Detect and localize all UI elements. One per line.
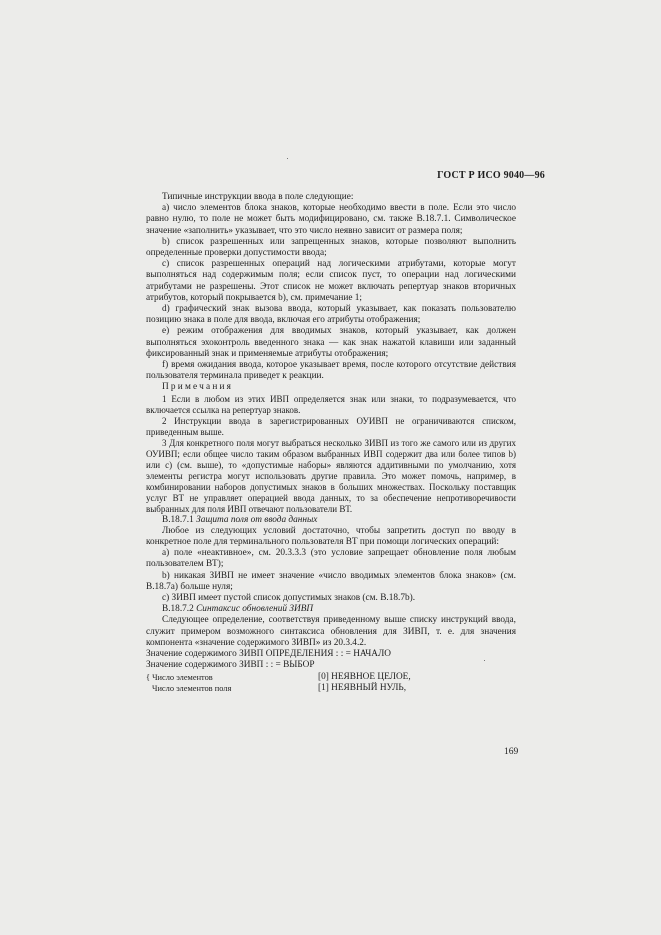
syntax-block [146,649,516,694]
section-heading [146,515,516,526]
section-title: Защита поля от ввода данных [196,514,318,525]
paragraph: с) ЗИВП имеет пустой список допустимых знаков (см. В.18.7b). [162,593,416,604]
syntax-row [146,672,516,683]
paragraph: Любое из следующих условий достаточно, чтобы запретить доступ по вводу в конкретное поле для терминального пользователя ВТ при помощи логических операций: [146,525,516,548]
paragraph: а) поле «неактивное», см. 20.3.3.3 (это условие запрещает обновление поля любым пользователем ВТ); [146,548,516,570]
syntax-field: Число элементов поля [152,683,232,693]
notes-heading: Примечания [162,382,234,393]
syntax-field: { Число элементов [146,672,213,682]
paragraph: Типичные инструкции ввода в поле следующие: [162,192,354,202]
scan-speck [287,158,288,159]
syntax-type: [0] НЕЯВНОЕ ЦЕЛОЕ, [318,671,411,682]
document-header: ГОСТ Р ИСО 9040—96 [437,170,545,181]
paragraph: d) графический знак вызова ввода, который указывает, как показать пользователю позицию знака в поле для ввода, включая его атрибуты отображения; [146,304,516,326]
syntax-row [146,683,516,694]
syntax-type: [1] НЕЯВНЫЙ НУЛЬ, [318,682,407,693]
paragraph: е) режим отображения для вводимых знаков, который указывает, как должен выполняться эхоконтроль введенного знака — как знак нажатой клавиши или заданный фиксированный знак и применяемые атрибуты отображения; [146,326,516,359]
page-number: 169 [504,747,519,757]
paragraph: b) список разрешенных или запрещенных знаков, которые позволяют выполнить определенные проверки допустимости ввода; [146,236,516,259]
section-title: Синтаксис обновлений ЗИВП [196,604,314,615]
paragraph: с) список разрешенных операций над логическими атрибутами, которые могут выполняться над содержимым поля; если список пуст, то операции над логическими атрибутами не разрешены. Этот список не может включать репертуар знаков вторичных атрибутов, который покрывается b), см. примечание 1; [146,259,516,303]
note: 1 Если в любом из этих ИВП определяется знак или знаки, то подразумевается, что включается ссылка на репертуар знаков. [146,393,516,415]
paragraph: Следующее определение, соответствуя приведенному выше списку инструкций ввода, служит примером возможного синтаксиса обновления для ЗИВП, т. е. для значения компонента «значение содержимого ЗИВП» из 20.3.4.2. [146,615,516,648]
section-number: В.18.7.1 [162,514,194,525]
note: 2 Инструкции ввода в зарегистрированных ОУИВП не ограничиваются списком, приведенным выше. [146,415,516,437]
note: 3 Для конкретного поля могут выбраться несколько ЗИВП из того же самого или из других ОУИВП; если общее число таким образом выбранных ИВП содержит два или более типов b) или с) (см. выше), то «допустимые наборы» являются аддитивными по умолчанию, хотя элементы регистра могут использовать другие правила. Это может помочь, например, в комбинировании наборов допустимых знаков в больших множествах. Поскольку поставщик услуг ВТ не управляет операцией ввода данных, то за обеспечение непротиворечивости выбранных для поля ИВП отвечают пользователи ВТ. [146,437,516,514]
syntax-line: Значение содержимого ЗИВП ОПРЕДЕЛЕНИЯ : : = НАЧАЛО [146,649,391,660]
section-heading [146,604,516,615]
document-body [146,192,516,694]
paragraph: f) время ожидания ввода, которое указывает время, после которого отсутствие действия пользователя терминала приведет к реакции. [146,360,516,382]
paragraph: b) никакая ЗИВП не имеет значение «число вводимых элементов блока знаков» (см. В.18.7а) больше нуля; [146,570,516,592]
syntax-line: Значение содержимого ЗИВП : : = ВЫБОР [146,660,315,671]
paragraph: а) число элементов блока знаков, которые необходимо ввести в поле. Если это число равно нулю, то поле не может быть модифицировано, см. также В.18.7.1. Символическое значение «заполнить» указывает, что это число неявно зависит от размера поля; [146,203,516,236]
section-number: В.18.7.2 [162,604,194,615]
